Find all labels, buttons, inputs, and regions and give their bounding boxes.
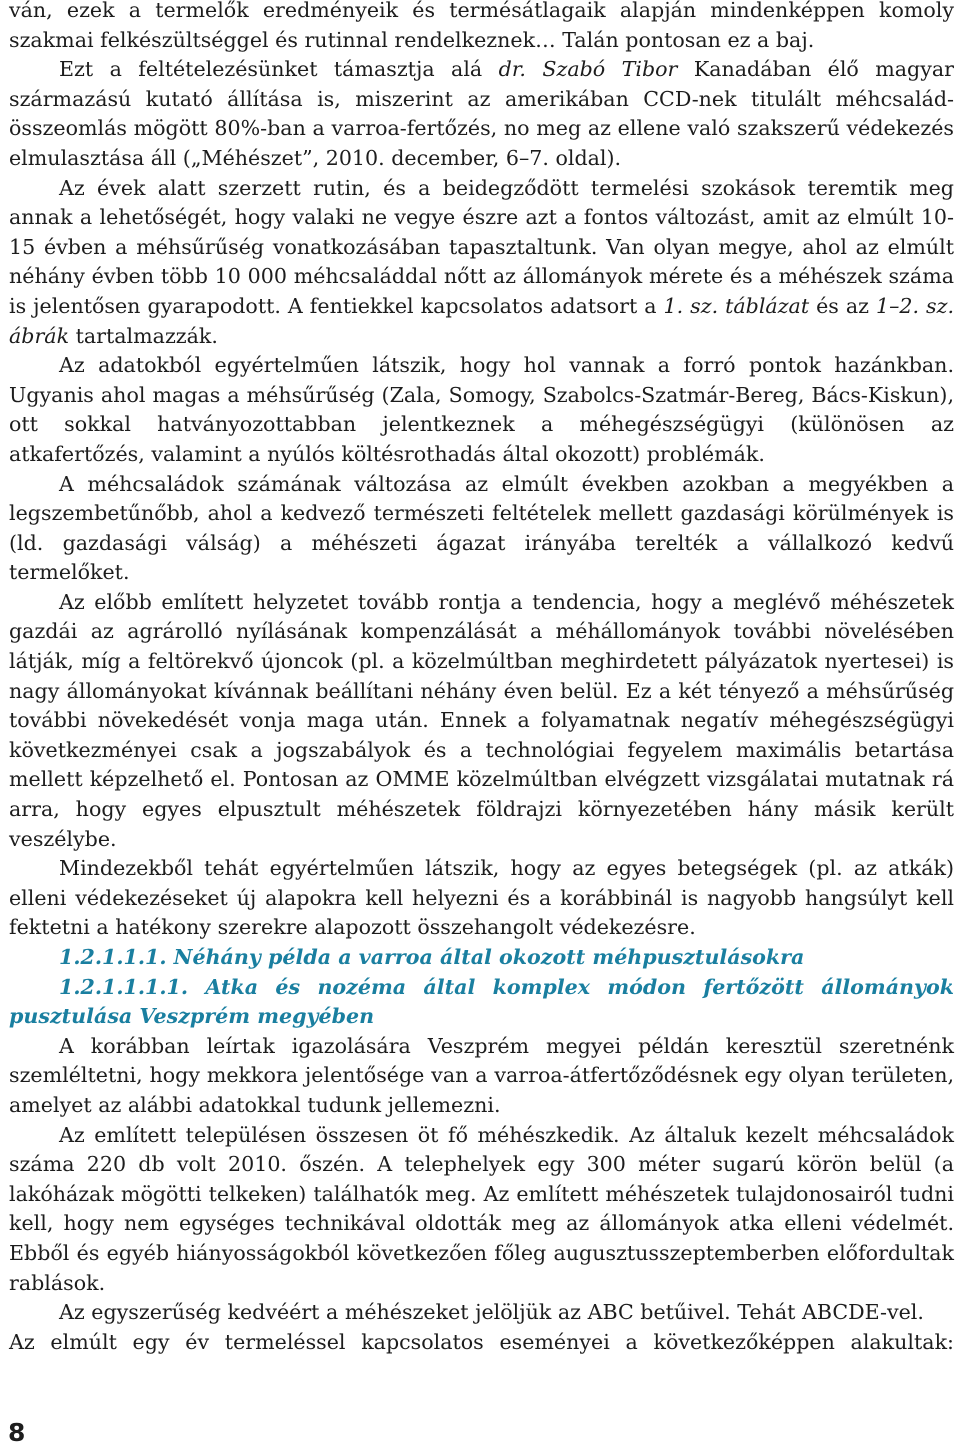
italic-reference: 1. sz. táblázat <box>663 293 810 318</box>
paragraph-p11 <box>9 1328 954 1358</box>
text-run: Az adatokból egyértelműen látszik, hogy hol vannak a forró pontok hazánkban. Ugyanis ahol magas a méhsűrűség (Zala, Somogy, Szabolcs-Szatmár-Bereg, Bács-Kiskun), ott sokkal hatványozottabban jelentkeznek a méhegészségügyi (különösen az atkafertőzés, valamint a nyúlós költésrothadás által okozott) problémák. <box>9 353 954 466</box>
text-run: Az említett településen összesen öt fő méhészkedik. Az általuk kezelt méhcsaládok száma 220 db volt 2010. őszén. A telephelyek egy 300 méter sugarú körön belül (a lakóházak mögötti telkeken) találhatók meg. Az említett méhészetek tulajdonosairól tudni kell, hogy nem egységes technikával oldották meg az állományok atka elleni védelmét. Ebből és egyéb hiányosságokból következően főleg augusztusszeptemberben előfordultak rablások. <box>9 1122 954 1295</box>
text-run: tartalmazzák. <box>69 323 218 348</box>
text-run: Ezt a feltételezésünket támasztja alá <box>59 57 499 82</box>
section-heading-2: 1.2.1.1.1.1. Atka és nozéma által komplex módon fertőzött állományok pusztulása Veszprém megyében <box>9 974 954 1029</box>
italic-reference: dr. Szabó Tibor <box>498 57 678 82</box>
paragraph-p5 <box>9 470 954 588</box>
text-run: Az egyszerűség kedvéért a méhészeket jelöljük az ABC betűivel. Tehát ABCDE-vel. <box>59 1300 924 1325</box>
paragraph-p8 <box>9 1032 954 1121</box>
paragraph-p9 <box>9 1121 954 1299</box>
text-run: Az előbb említett helyzetet tovább rontja a tendencia, hogy a meglévő méhészetek gazdái az agrárolló nyílásának kompenzálását a méhállományok további növelésében látják, míg a feltörekvő újoncok (pl. a közelmúltban meghirdetett pályázatok nyertesei) is nagy állományokat kívánnak beállítani néhány éven belül. Ez a két tényező a méhsűrűség további növekedését vonja maga után. Ennek a folyamatnak negatív méhegészségügyi következményei csak a jogszabályok és a technológiai fegyelem maximális betartása mellett képzelhető el. Pontosan az OMME közelmúltban elvégzett vizsgálatai mutatnak rá arra, hogy egyes elpusztult méhészetek földrajzi környezetében hány másik került veszélybe. <box>9 589 954 851</box>
paragraph-p7 <box>9 854 954 943</box>
text-run: Kanadában élő magyar származású kutató állítása is, miszerint az amerikában CCD-nek titulált méhcsalád-összeomlás mögött 80%-ban a varroa-fertőzés, no meg az ellene való szakszerű védekezés elmulasztása áll („Méhészet”, 2010. december, 6–7. oldal). <box>9 57 954 170</box>
paragraph-p2 <box>9 55 954 173</box>
text-run: Az évek alatt szerzett rutin, és a beidegződött termelési szokások teremtik meg annak a lehetőségét, hogy valaki ne vegye észre azt a fontos változást, amit az elmúlt 10-15 évben a méhsűrűség vonatkozásában tapasztaltunk. Van olyan megye, ahol az elmúlt néhány évben több 10 000 méhcsaláddal nőtt az állományok mérete és a méhészek száma is jelentősen gyarapodott. A fentiekkel kapcsolatos adatsort a <box>9 175 954 318</box>
paragraph-p4 <box>9 351 954 469</box>
paragraph-p6 <box>9 588 954 854</box>
paragraph-p10 <box>9 1298 954 1328</box>
page-number: 8 <box>8 1418 26 1447</box>
text-run: Az elmúlt egy év termeléssel kapcsolatos eseményei a következőképpen alakultak: <box>9 1329 954 1354</box>
text-run: és az <box>809 293 876 318</box>
section-heading-1: 1.2.1.1.1. Néhány példa a varroa által okozott méhpusztulásokra <box>59 945 805 969</box>
italic-reference: 1–2. sz. ábrák <box>9 293 954 348</box>
text-run: A korábban leírtak igazolására Veszprém megyei példán keresztül szeretnénk szemléltetni, hogy mekkora jelentősége van a varroa-átfertőződésnek egy olyan területen, amelyet az alábbi adatokkal tudunk jellemezni. <box>9 1033 954 1117</box>
text-run: A méhcsaládok számának változása az elmúlt években azokban a megyékben a legszembetűnőbb, ahol a kedvező természeti feltételek mellett gazdasági körülmények is (ld. gazdasági válság) a méhészeti ágazat irányába terelték a vállalkozó kedvű termelőket. <box>9 471 954 585</box>
text-run: ván, ezek a termelők eredményeik és termésátlagaik alapján mindenképpen komoly szakmai felkészültséggel és rutinnal rendelkeznek… Talán pontosan ez a baj. <box>9 0 954 52</box>
paragraph-p3 <box>9 174 954 352</box>
text-run: Mindezekből tehát egyértelműen látszik, hogy az egyes betegségek (pl. az atkák) elleni védekezéseket új alapokra kell helyezni és a korábbinál is nagyobb hangsúlyt kell fektetni a hatékony szerekre alapozott összehangolt védekezésre. <box>9 856 954 940</box>
paragraph-p1 <box>9 0 954 55</box>
document-page <box>9 0 954 1357</box>
